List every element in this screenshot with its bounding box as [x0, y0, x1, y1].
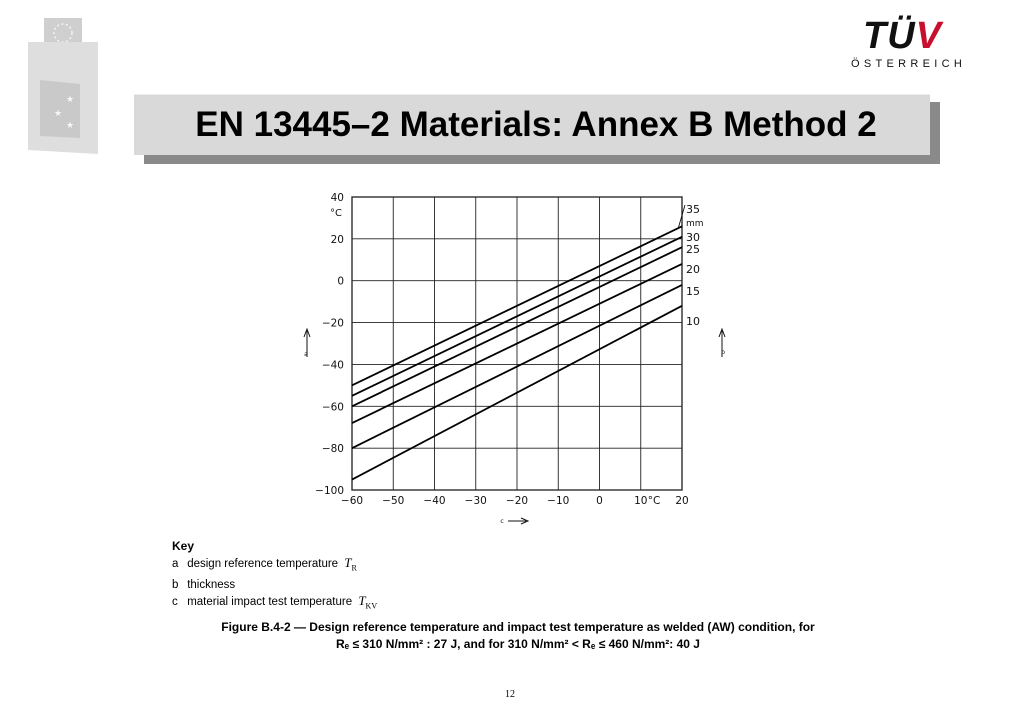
temperature-chart: [300, 185, 740, 530]
key-letter: b: [172, 578, 179, 591]
x-tick-label: −60: [340, 495, 364, 507]
key-letter: c: [172, 595, 178, 608]
x-tick-label: 0: [596, 495, 603, 507]
key-symbol: $T_{KV}$: [358, 592, 378, 611]
x-tick-label: −50: [382, 495, 405, 507]
series-label: 15: [686, 285, 700, 298]
x-tick-label: −40: [423, 495, 446, 507]
caption-line-2: Rₑ ≤ 310 N/mm² : 27 J, and for 310 N/mm² < Rₑ ≤ 460 N/mm²: 40 J: [336, 637, 700, 651]
x-tick-label: −10: [547, 495, 570, 507]
right-axis-label: b: [721, 349, 725, 356]
series-label: 10: [686, 315, 700, 328]
y-tick-label: 0: [337, 275, 344, 288]
x-tick-label: 20: [675, 495, 689, 507]
x-unit-label: °C: [647, 495, 661, 507]
tuv-logo-subtitle: ÖSTERREICH: [851, 58, 967, 70]
series-unit-label: mm: [686, 219, 704, 229]
page-number: 12: [505, 689, 515, 700]
y-tick-label: −80: [321, 443, 344, 456]
key-text: material impact test temperature: [187, 595, 353, 608]
tuv-logo-mark: TÜV: [863, 15, 943, 57]
slide-title: EN 13445–2 Materials: Annex B Method 2: [195, 105, 877, 144]
eu-emblem-logo: [26, 18, 100, 158]
key-item-b: [172, 577, 592, 593]
svg-text:★: ★: [66, 121, 75, 131]
key-symbol: $T_R$: [344, 555, 357, 573]
x-axis-label: c: [500, 518, 504, 525]
svg-text:★: ★: [66, 95, 75, 105]
x-tick-label: −30: [464, 495, 487, 507]
series-label: 25: [686, 243, 700, 256]
tuv-logo: [830, 14, 965, 76]
y-tick-label: 40: [330, 192, 344, 204]
figure-caption: [180, 619, 856, 653]
y-axis-label: a: [304, 351, 308, 358]
key-letter: a: [172, 558, 179, 570]
y-unit-label: °C: [330, 208, 342, 219]
key-text: thickness: [187, 578, 236, 591]
x-tick-label: −20: [505, 495, 529, 507]
title-bar: [134, 94, 930, 155]
key-heading: Key: [172, 539, 195, 553]
key-item-a: [172, 555, 592, 577]
svg-text:★: ★: [54, 109, 63, 119]
y-tick-label: −60: [321, 401, 344, 414]
figure-key: [172, 539, 592, 614]
series-label: 30: [686, 231, 700, 244]
y-tick-label: −100: [315, 485, 344, 497]
key-text: design reference temperature: [187, 558, 339, 570]
y-tick-label: 20: [330, 233, 344, 246]
series-label: 35: [686, 203, 700, 216]
x-tick-label: 10: [634, 495, 648, 507]
y-tick-label: −20: [321, 317, 344, 330]
y-tick-label: −40: [321, 359, 344, 372]
series-label: 20: [686, 263, 700, 276]
x-axis-arrow-icon: [508, 518, 528, 524]
key-item-c: [172, 593, 592, 615]
caption-line-1: Figure B.4-2 — Design reference temperature and impact test temperature as welded (AW) condition, for: [221, 620, 815, 634]
